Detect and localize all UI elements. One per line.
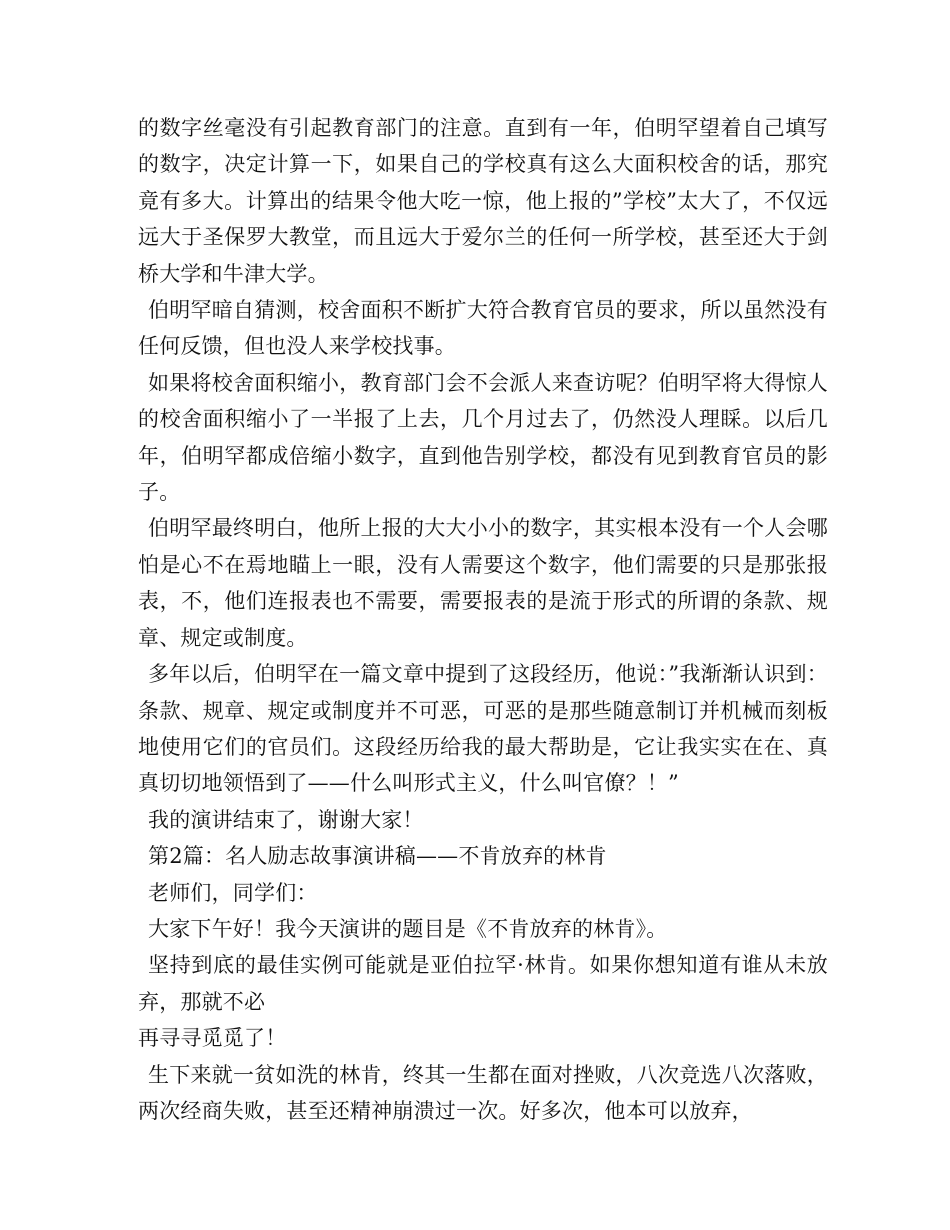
paragraph-lincoln-story: 生下来就一贫如洗的林肯，终其一生都在面对挫败，八次竞选八次落败，两次经商失败，甚至还精神崩溃过一次。好多次，他本可以放弃， — [138, 1062, 828, 1123]
paragraph-4: 伯明罕最终明白，他所上报的大大小小的数字，其实根本没有一个人会哪怕是心不在焉地瞄上一眼，没有人需要这个数字，他们需要的只是那张报表，不，他们连报表也不需要，需要报表的是流于形式的所谓的条款、规章、规定或制度。 — [138, 516, 828, 650]
greeting-paragraph: 大家下午好！我今天演讲的题目是《不肯放弃的林肯》。 — [148, 916, 668, 941]
paragraph-lincoln-continuation: 再寻寻觅觅了！ — [138, 1026, 287, 1051]
paragraph-1: 的数字丝毫没有引起教育部门的注意。直到有一年，伯明罕望着自己填写的数字，决定计算一下，如果自己的学校真有这么大面积校舍的话，那究竟有多大。计算出的结果令他大吃一惊，他上报的”学校”太大了，不仅远远大于圣保罗大教堂，而且远大于爱尔兰的任何一所学校，甚至还大于剑桥大学和牛津大学。 — [138, 116, 828, 286]
document-body — [138, 110, 828, 1129]
paragraph-2: 伯明罕暗自猜测，校舍面积不断扩大符合教育官员的要求，所以虽然没有任何反馈，但也没人来学校找事。 — [138, 298, 828, 359]
paragraph-3: 如果将校舍面积缩小，教育部门会不会派人来查访呢？伯明罕将大得惊人的校舍面积缩小了一半报了上去，几个月过去了，仍然没人理睬。以后几年，伯明罕都成倍缩小数字，直到他告别学校，都没有见到教育官员的影子。 — [138, 370, 828, 505]
paragraph-closing: 我的演讲结束了，谢谢大家！ — [148, 807, 424, 832]
paragraph-5: 多年以后，伯明罕在一篇文章中提到了这段经历，他说：”我渐渐认识到：条款、规章、规定或制度并不可恶，可恶的是那些随意制订并机械而刻板地使用它们的官员们。这段经历给我的最大帮助是，它让我实实在在、真真切切地领悟到了——什么叫形式主义，什么叫官僚？！” — [138, 662, 828, 796]
salutation: 老师们，同学们： — [148, 880, 318, 905]
section-heading: 第2篇：名人励志故事演讲稿——不肯放弃的林肯 — [148, 844, 607, 869]
paragraph-lincoln-intro: 坚持到底的最佳实例可能就是亚伯拉罕·林肯。如果你想知道有谁从未放弃，那就不必 — [138, 953, 828, 1014]
